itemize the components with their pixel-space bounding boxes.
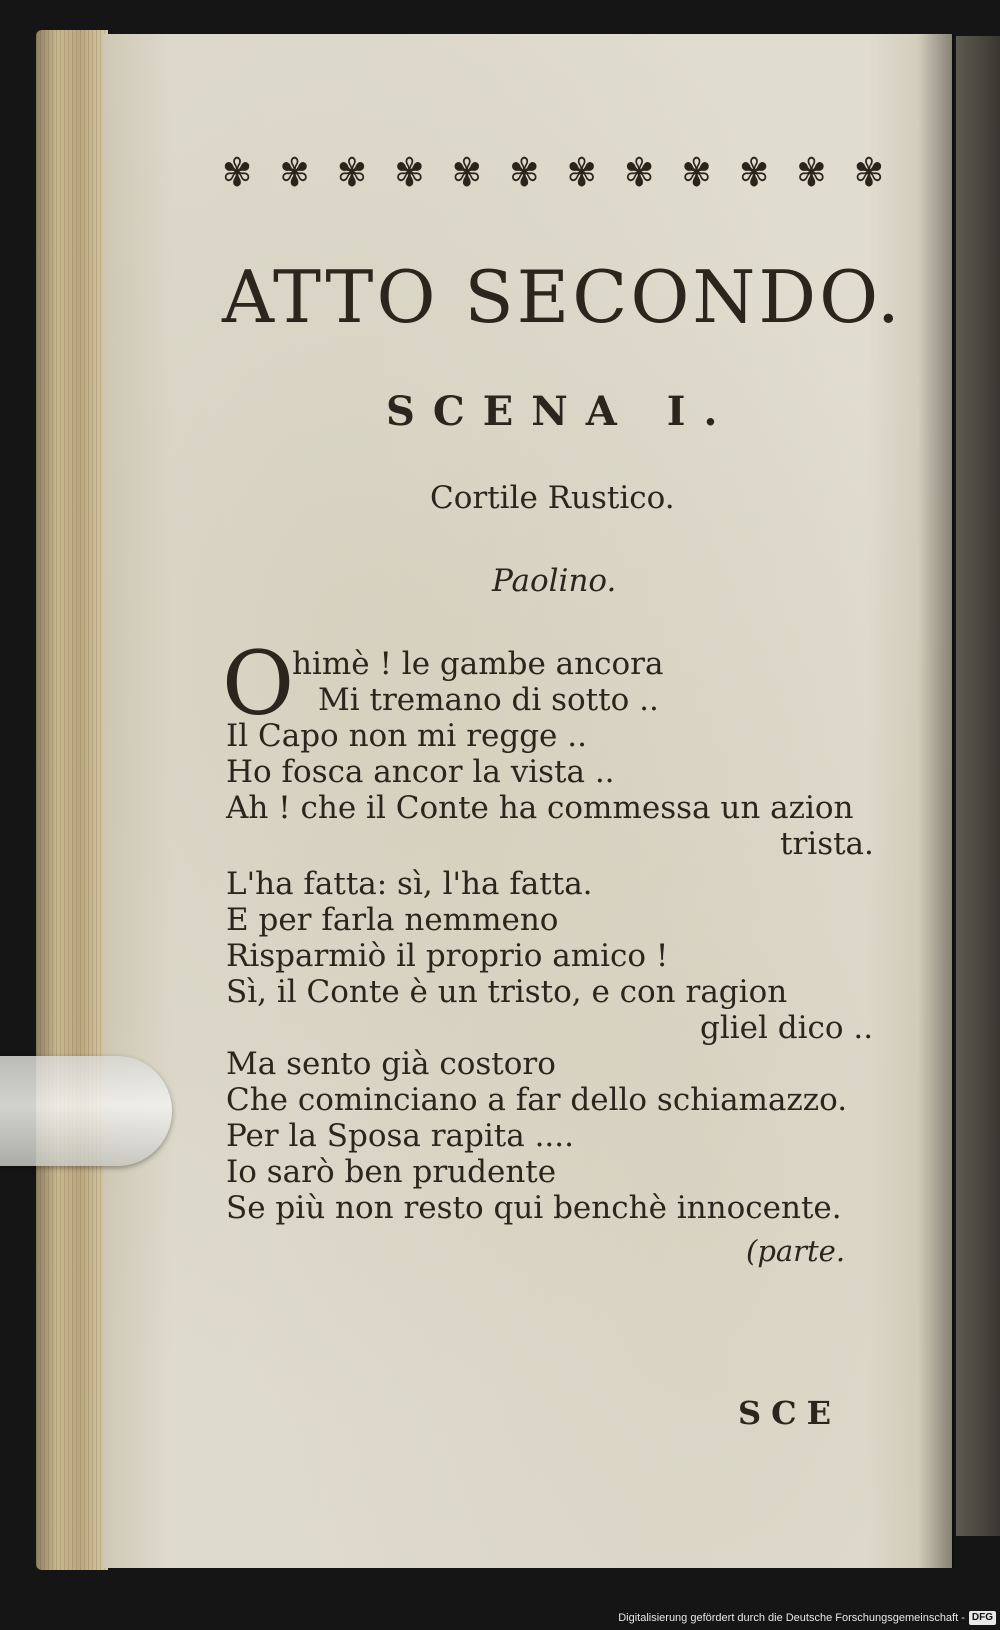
page-edge-lines bbox=[36, 30, 108, 1570]
dfg-logo: DFG bbox=[969, 1611, 996, 1625]
fleuron-icon: ✾ bbox=[279, 150, 308, 196]
fleuron-icon: ✾ bbox=[796, 150, 825, 196]
verse-line: Il Capo non mi regge .. bbox=[226, 718, 587, 754]
fleuron-icon: ✾ bbox=[738, 150, 768, 196]
fleuron-icon: ✾ bbox=[624, 150, 653, 196]
act-title: ATTO SECONDO. bbox=[222, 255, 903, 339]
verse-line: Ah ! che il Conte ha commessa un azion bbox=[226, 790, 854, 826]
verse-line: Che cominciano a far dello schiamazzo. bbox=[226, 1082, 848, 1118]
stage-direction: (parte. bbox=[746, 1234, 846, 1268]
book-page-edges bbox=[36, 30, 108, 1570]
fleuron-icon: ✾ bbox=[853, 150, 882, 196]
fleuron-icon: ✾ bbox=[451, 150, 480, 196]
page-clip bbox=[0, 1056, 172, 1166]
verse-line: Risparmiò il proprio amico ! bbox=[226, 938, 669, 974]
verse-line: Se più non resto qui benchè innocente. bbox=[226, 1190, 842, 1226]
digitization-footer bbox=[578, 1607, 1000, 1629]
scene-title: SCENA I. bbox=[386, 388, 736, 435]
verse-line: E per farla nemmeno bbox=[226, 902, 559, 938]
verse-line: Io sarò ben prudente bbox=[226, 1154, 557, 1190]
fleuron-icon: ✾ bbox=[681, 150, 710, 196]
fleuron-icon: ✾ bbox=[336, 150, 366, 196]
fleuron-icon bbox=[222, 148, 882, 198]
gutter-shadow bbox=[918, 34, 954, 1568]
fleuron-icon: ✾ bbox=[509, 150, 538, 196]
verse-line: L'ha fatta: sì, l'ha fatta. bbox=[226, 866, 593, 902]
fleuron-icon: ✾ bbox=[222, 150, 251, 196]
verse-line: Per la Sposa rapita .... bbox=[226, 1118, 574, 1154]
footer-credit: Digitalisierung gefördert durch die Deutsche Forschungsgemeinschaft - bbox=[618, 1612, 965, 1624]
verse-line: Mi tremano di sotto .. bbox=[318, 682, 659, 718]
verse-line: Sì, il Conte è un tristo, e con ragion bbox=[226, 974, 788, 1010]
fleuron-icon: ✾ bbox=[394, 150, 423, 196]
speaker-name: Paolino. bbox=[492, 563, 617, 599]
verse-line-continuation: gliel dico .. bbox=[700, 1010, 874, 1046]
scene-setting: Cortile Rustico. bbox=[430, 480, 675, 516]
facing-page-edge bbox=[956, 36, 1000, 1536]
verse-line: Ma sento già costoro bbox=[226, 1046, 556, 1082]
drop-cap: O bbox=[222, 632, 295, 735]
verse-line: himè ! le gambe ancora bbox=[292, 646, 664, 682]
verse-line: Ho fosca ancor la vista .. bbox=[226, 754, 615, 790]
fleuron-icon: ✾ bbox=[566, 150, 595, 196]
catchword: SCE bbox=[738, 1394, 841, 1432]
verse-line-continuation: trista. bbox=[780, 826, 874, 862]
